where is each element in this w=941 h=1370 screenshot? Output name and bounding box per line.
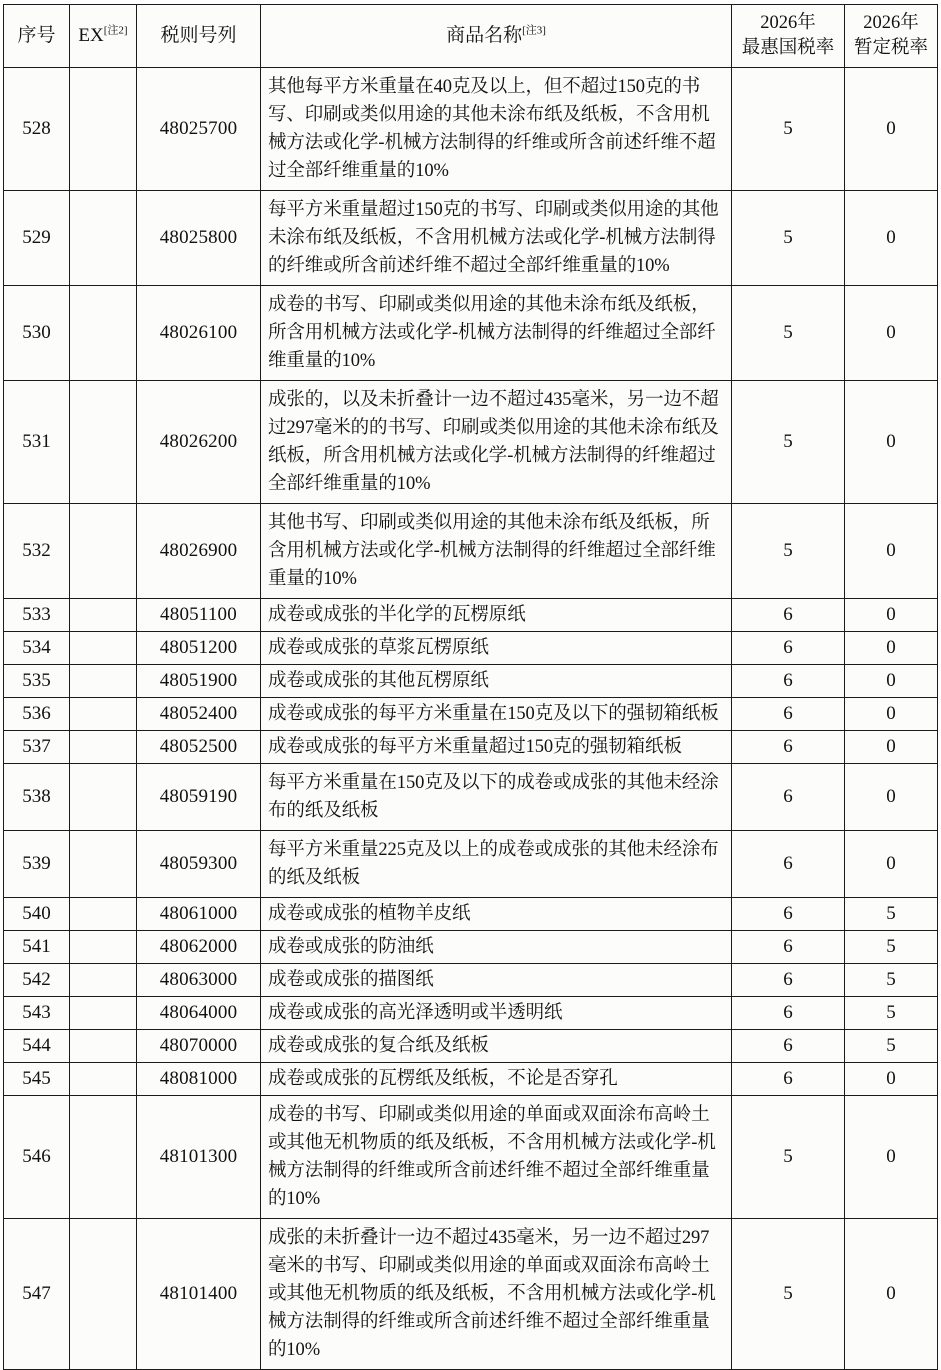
cell-commodity-name: 每平方米重量在150克及以下的成卷或成张的其他未经涂布的纸及纸板 [261, 764, 732, 831]
cell-ex [70, 698, 137, 731]
cell-provisional-rate: 0 [845, 831, 938, 898]
table-row [4, 1219, 938, 1370]
table-row [4, 731, 938, 764]
header-provisional-rate [845, 5, 938, 68]
cell-tariff-code: 48070000 [137, 1030, 261, 1063]
table-row [4, 68, 938, 191]
cell-provisional-rate: 5 [845, 898, 938, 931]
cell-tariff-code: 48051100 [137, 599, 261, 632]
cell-provisional-rate: 0 [845, 68, 938, 191]
table-body [4, 68, 938, 1370]
header-ex-label: EX [78, 25, 104, 46]
cell-sequence: 540 [4, 898, 70, 931]
cell-commodity-name: 成卷或成张的半化学的瓦楞原纸 [261, 599, 732, 632]
cell-sequence: 544 [4, 1030, 70, 1063]
cell-tariff-code: 48059300 [137, 831, 261, 898]
cell-mfn-rate: 5 [732, 1219, 845, 1370]
cell-ex [70, 68, 137, 191]
cell-commodity-name: 成卷的书写、印刷或类似用途的其他未涂布纸及纸板，所含用机械方法或化学-机械方法制得的纤维超过全部纤维重量的10% [261, 286, 732, 381]
cell-provisional-rate: 0 [845, 599, 938, 632]
cell-commodity-name: 成卷的书写、印刷或类似用途的单面或双面涂布高岭土或其他无机物质的纸及纸板，不含用机械方法或化学-机械方法制得的纤维或所含前述纤维不超过全部纤维重量的10% [261, 1096, 732, 1219]
table-row [4, 191, 938, 286]
cell-commodity-name: 成卷或成张的瓦楞纸及纸板，不论是否穿孔 [261, 1063, 732, 1096]
cell-tariff-code: 48101300 [137, 1096, 261, 1219]
cell-sequence: 533 [4, 599, 70, 632]
table-row [4, 764, 938, 831]
cell-ex [70, 286, 137, 381]
header-ex [70, 5, 137, 68]
cell-tariff-code: 48025800 [137, 191, 261, 286]
cell-sequence: 528 [4, 68, 70, 191]
cell-tariff-code: 48081000 [137, 1063, 261, 1096]
cell-provisional-rate: 0 [845, 381, 938, 504]
cell-sequence: 546 [4, 1096, 70, 1219]
header-tariff-code [137, 5, 261, 68]
cell-ex [70, 931, 137, 964]
cell-sequence: 530 [4, 286, 70, 381]
table-row [4, 831, 938, 898]
cell-mfn-rate: 6 [732, 831, 845, 898]
cell-mfn-rate: 6 [732, 1030, 845, 1063]
tariff-table [3, 4, 938, 1370]
cell-sequence: 536 [4, 698, 70, 731]
cell-commodity-name: 成卷或成张的每平方米重量在150克及以下的强韧箱纸板 [261, 698, 732, 731]
cell-ex [70, 731, 137, 764]
cell-ex [70, 599, 137, 632]
cell-sequence: 534 [4, 632, 70, 665]
header-provisional-year: 2026年 [863, 13, 919, 33]
cell-provisional-rate: 0 [845, 286, 938, 381]
table-row [4, 632, 938, 665]
cell-sequence: 547 [4, 1219, 70, 1370]
cell-sequence: 531 [4, 381, 70, 504]
cell-commodity-name: 其他每平方米重量在40克及以上，但不超过150克的书写、印刷或类似用途的其他未涂布纸及纸板，不含用机械方法或化学-机械方法制得的纤维或所含前述纤维不超过全部纤维重量的10% [261, 68, 732, 191]
cell-mfn-rate: 6 [732, 731, 845, 764]
cell-provisional-rate: 5 [845, 964, 938, 997]
cell-ex [70, 504, 137, 599]
header-tariff-code-label: 税则号列 [160, 25, 237, 46]
header-commodity-name-label: 商品名称 [446, 25, 523, 46]
cell-sequence: 538 [4, 764, 70, 831]
table-row [4, 665, 938, 698]
cell-commodity-name: 成卷或成张的复合纸及纸板 [261, 1030, 732, 1063]
cell-sequence: 529 [4, 191, 70, 286]
table-row [4, 504, 938, 599]
header-commodity-name [261, 5, 732, 68]
table-row [4, 599, 938, 632]
header-provisional-label: 暂定税率 [853, 38, 928, 58]
cell-mfn-rate: 5 [732, 1096, 845, 1219]
cell-provisional-rate: 0 [845, 504, 938, 599]
cell-ex [70, 1096, 137, 1219]
cell-ex [70, 632, 137, 665]
cell-commodity-name: 成卷或成张的防油纸 [261, 931, 732, 964]
cell-ex [70, 1063, 137, 1096]
cell-sequence: 532 [4, 504, 70, 599]
cell-tariff-code: 48061000 [137, 898, 261, 931]
cell-provisional-rate: 0 [845, 1063, 938, 1096]
cell-tariff-code: 48063000 [137, 964, 261, 997]
table-row [4, 898, 938, 931]
cell-mfn-rate: 5 [732, 68, 845, 191]
cell-mfn-rate: 6 [732, 665, 845, 698]
table-row [4, 1030, 938, 1063]
cell-mfn-rate: 6 [732, 698, 845, 731]
header-mfn-year: 2026年 [760, 13, 816, 33]
cell-ex [70, 831, 137, 898]
header-ex-note: [注2] [103, 24, 128, 37]
header-sequence-label: 序号 [17, 25, 56, 46]
cell-provisional-rate: 0 [845, 191, 938, 286]
cell-mfn-rate: 6 [732, 931, 845, 964]
cell-sequence: 541 [4, 931, 70, 964]
cell-mfn-rate: 6 [732, 1063, 845, 1096]
header-row [4, 5, 938, 68]
table-row [4, 964, 938, 997]
cell-tariff-code: 48052500 [137, 731, 261, 764]
table-row [4, 997, 938, 1030]
cell-provisional-rate: 5 [845, 1030, 938, 1063]
cell-ex [70, 1030, 137, 1063]
cell-sequence: 535 [4, 665, 70, 698]
cell-commodity-name: 成卷或成张的高光泽透明或半透明纸 [261, 997, 732, 1030]
cell-provisional-rate: 0 [845, 698, 938, 731]
cell-provisional-rate: 0 [845, 731, 938, 764]
cell-tariff-code: 48026900 [137, 504, 261, 599]
cell-tariff-code: 48101400 [137, 1219, 261, 1370]
cell-ex [70, 997, 137, 1030]
cell-provisional-rate: 0 [845, 665, 938, 698]
table-row [4, 381, 938, 504]
cell-mfn-rate: 6 [732, 997, 845, 1030]
cell-provisional-rate: 0 [845, 1096, 938, 1219]
cell-sequence: 545 [4, 1063, 70, 1096]
table-row [4, 698, 938, 731]
cell-mfn-rate: 6 [732, 632, 845, 665]
cell-ex [70, 381, 137, 504]
cell-commodity-name: 成卷或成张的描图纸 [261, 964, 732, 997]
cell-tariff-code: 48062000 [137, 931, 261, 964]
cell-mfn-rate: 5 [732, 191, 845, 286]
table-row [4, 931, 938, 964]
cell-tariff-code: 48026100 [137, 286, 261, 381]
cell-commodity-name: 成张的未折叠计一边不超过435毫米，另一边不超过297毫米的书写、印刷或类似用途的单面或双面涂布高岭土或其他无机物质的纸及纸板，不含用机械方法或化学-机械方法制得的纤维或所含前述纤维不超过全部纤维重量的10% [261, 1219, 732, 1370]
table-row [4, 1096, 938, 1219]
cell-ex [70, 191, 137, 286]
cell-provisional-rate: 0 [845, 1219, 938, 1370]
cell-provisional-rate: 0 [845, 764, 938, 831]
cell-ex [70, 898, 137, 931]
cell-tariff-code: 48051200 [137, 632, 261, 665]
table-row [4, 286, 938, 381]
cell-commodity-name: 成卷或成张的草浆瓦楞原纸 [261, 632, 732, 665]
cell-sequence: 543 [4, 997, 70, 1030]
header-sequence [4, 5, 70, 68]
cell-provisional-rate: 5 [845, 931, 938, 964]
cell-ex [70, 964, 137, 997]
cell-provisional-rate: 0 [845, 632, 938, 665]
cell-mfn-rate: 5 [732, 286, 845, 381]
cell-tariff-code: 48025700 [137, 68, 261, 191]
cell-sequence: 542 [4, 964, 70, 997]
cell-commodity-name: 成卷或成张的植物羊皮纸 [261, 898, 732, 931]
cell-sequence: 539 [4, 831, 70, 898]
header-commodity-name-note: [注3] [522, 24, 546, 37]
cell-sequence: 537 [4, 731, 70, 764]
cell-commodity-name: 每平方米重量225克及以上的成卷或成张的其他未经涂布的纸及纸板 [261, 831, 732, 898]
cell-tariff-code: 48051900 [137, 665, 261, 698]
cell-commodity-name: 成卷或成张的其他瓦楞原纸 [261, 665, 732, 698]
header-mfn-label: 最惠国税率 [741, 38, 835, 58]
cell-mfn-rate: 6 [732, 898, 845, 931]
cell-commodity-name: 每平方米重量超过150克的书写、印刷或类似用途的其他未涂布纸及纸板，不含用机械方法或化学-机械方法制得的纤维或所含前述纤维不超过全部纤维重量的10% [261, 191, 732, 286]
cell-ex [70, 1219, 137, 1370]
cell-commodity-name: 其他书写、印刷或类似用途的其他未涂布纸及纸板，所含用机械方法或化学-机械方法制得的纤维超过全部纤维重量的10% [261, 504, 732, 599]
cell-mfn-rate: 5 [732, 504, 845, 599]
cell-mfn-rate: 6 [732, 599, 845, 632]
cell-tariff-code: 48026200 [137, 381, 261, 504]
cell-tariff-code: 48052400 [137, 698, 261, 731]
cell-mfn-rate: 6 [732, 964, 845, 997]
table-header [4, 5, 938, 68]
cell-ex [70, 665, 137, 698]
cell-tariff-code: 48064000 [137, 997, 261, 1030]
table-row [4, 1063, 938, 1096]
cell-mfn-rate: 5 [732, 381, 845, 504]
cell-tariff-code: 48059190 [137, 764, 261, 831]
cell-mfn-rate: 6 [732, 764, 845, 831]
cell-provisional-rate: 5 [845, 997, 938, 1030]
cell-commodity-name: 成卷或成张的每平方米重量超过150克的强韧箱纸板 [261, 731, 732, 764]
header-mfn-rate [732, 5, 845, 68]
cell-commodity-name: 成张的，以及未折叠计一边不超过435毫米，另一边不超过297毫米的的书写、印刷或类似用途的其他未涂布纸及纸板，所含用机械方法或化学-机械方法制得的纤维超过全部纤维重量的10% [261, 381, 732, 504]
cell-ex [70, 764, 137, 831]
